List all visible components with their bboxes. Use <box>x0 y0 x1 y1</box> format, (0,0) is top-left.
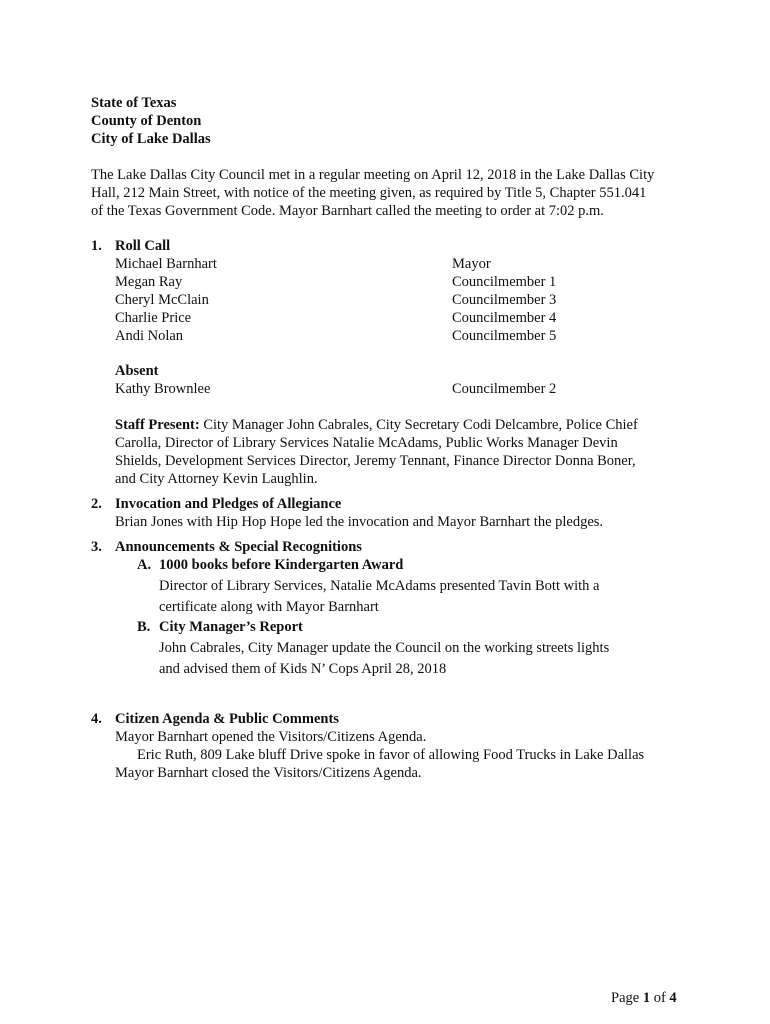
absent-member-role: Councilmember 2 <box>452 381 557 397</box>
member-name: Charlie Price <box>115 310 192 326</box>
page-number <box>611 989 677 1007</box>
page-word: Page <box>611 990 643 1006</box>
invocation-text: Brian Jones with Hip Hop Hope led the invocation and Mayor Barnhart the pledges. <box>115 514 604 530</box>
member-role: Councilmember 4 <box>452 310 557 326</box>
page-current: 1 <box>642 990 651 1006</box>
announcements-number: 3. <box>91 539 102 555</box>
page-of: of <box>650 990 670 1006</box>
announcement-text-line-1: John Cabrales, City Manager update the Council on the working streets lights <box>159 640 610 656</box>
citizen-agenda-number: 4. <box>91 711 102 727</box>
announcement-title: City Manager’s Report <box>159 619 303 635</box>
member-role: Councilmember 5 <box>452 328 557 344</box>
announcement-text-line-1: Director of Library Services, Natalie McAdams presented Tavin Bott with a <box>159 578 600 594</box>
citizen-agenda-line-3: Mayor Barnhart closed the Visitors/Citizens Agenda. <box>115 765 422 781</box>
header-county: County of Denton <box>91 113 202 129</box>
announcement-text-line-2: and advised them of Kids N’ Cops April 28, 2018 <box>159 661 447 677</box>
announcement-title: 1000 books before Kindergarten Award <box>159 557 404 573</box>
announcement-text-line-2: certificate along with Mayor Barnhart <box>159 599 379 615</box>
announcement-letter: B. <box>137 619 151 635</box>
absent-title: Absent <box>115 363 159 379</box>
page-total: 4 <box>669 990 677 1006</box>
staff-present-text: City Manager John Cabrales, City Secretary Codi Delcambre, Police Chief <box>199 417 638 433</box>
header-city: City of Lake Dallas <box>91 131 211 147</box>
absent-member-name: Kathy Brownlee <box>115 381 211 397</box>
member-role: Mayor <box>452 256 491 272</box>
announcement-letter: A. <box>137 557 152 573</box>
roll-call-title: Roll Call <box>115 238 171 254</box>
staff-present-line-3: Shields, Development Services Director, Jeremy Tennant, Finance Director Donna Boner, <box>115 453 636 469</box>
roll-call-number: 1. <box>91 238 102 254</box>
intro-line-1: The Lake Dallas City Council met in a regular meeting on April 12, 2018 in the Lake Dallas City <box>91 167 655 183</box>
invocation-number: 2. <box>91 496 102 512</box>
citizen-agenda-title: Citizen Agenda & Public Comments <box>115 711 339 727</box>
member-name: Michael Barnhart <box>115 256 217 272</box>
member-name: Cheryl McClain <box>115 292 209 308</box>
member-name: Megan Ray <box>115 274 183 290</box>
header-state: State of Texas <box>91 95 177 111</box>
member-name: Andi Nolan <box>115 328 184 344</box>
announcements-title: Announcements & Special Recognitions <box>115 539 362 555</box>
citizen-agenda-line-2: Eric Ruth, 809 Lake bluff Drive spoke in favor of allowing Food Trucks in Lake Dallas <box>137 747 645 763</box>
staff-present-line-1 <box>115 416 638 434</box>
staff-present-label: Staff Present: <box>115 417 200 433</box>
member-role: Councilmember 3 <box>452 292 557 308</box>
citizen-agenda-line-1: Mayor Barnhart opened the Visitors/Citizens Agenda. <box>115 729 427 745</box>
intro-line-3: of the Texas Government Code. Mayor Barnhart called the meeting to order at 7:02 p.m. <box>91 203 604 219</box>
invocation-title: Invocation and Pledges of Allegiance <box>115 496 342 512</box>
intro-line-2: Hall, 212 Main Street, with notice of the meeting given, as required by Title 5, Chapter 551.041 <box>91 185 647 201</box>
member-role: Councilmember 1 <box>452 274 557 290</box>
staff-present-line-2: Carolla, Director of Library Services Natalie McAdams, Public Works Manager Devin <box>115 435 618 451</box>
staff-present-line-4: and City Attorney Kevin Laughlin. <box>115 471 318 487</box>
